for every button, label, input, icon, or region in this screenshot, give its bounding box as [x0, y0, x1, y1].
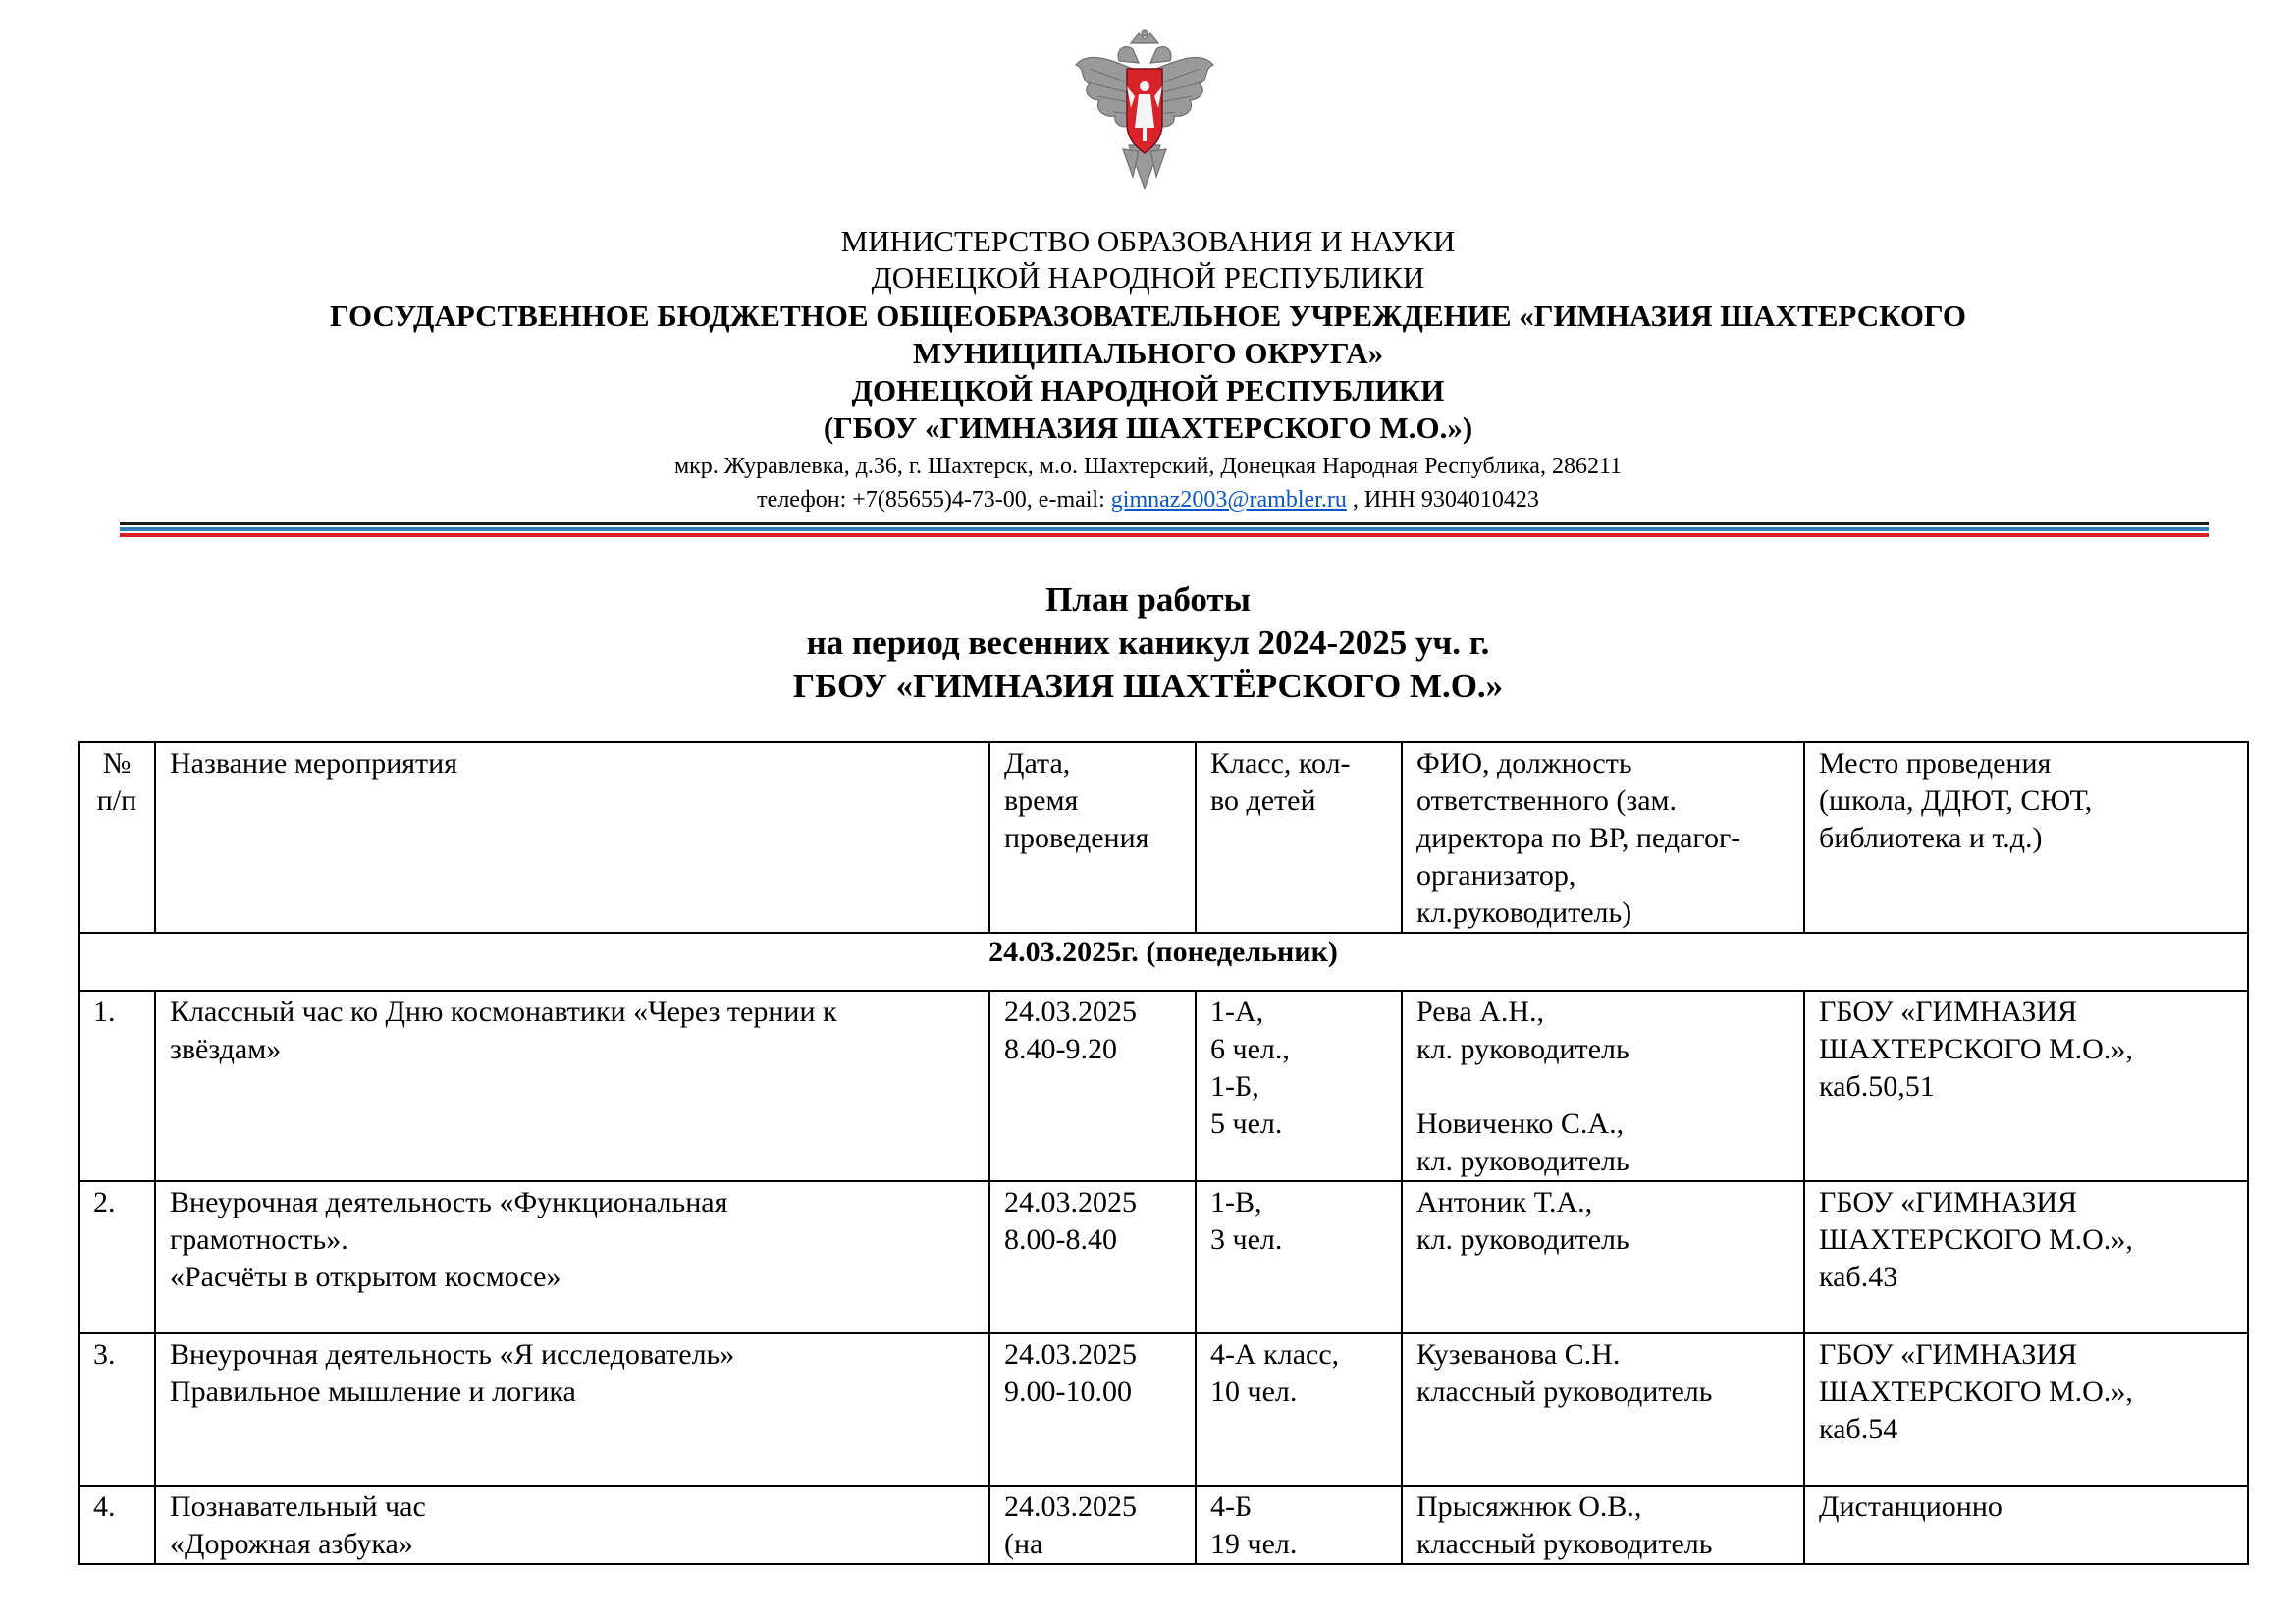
plan-title-line-2: на период весенних каникул 2024-2025 уч. г.	[806, 623, 1490, 662]
plan-title-line-1: План работы	[1045, 580, 1251, 619]
event-place: ГБОУ «ГИМНАЗИЯ ШАХТЕРСКОГО М.О.», каб.43	[1804, 1181, 2248, 1333]
event-responsible: Кузеванова С.Н. классный руководитель	[1402, 1333, 1804, 1486]
table-header-row	[79, 742, 2248, 933]
row-number: 4.	[79, 1486, 155, 1564]
table-row	[79, 1333, 2248, 1486]
table-row	[79, 1181, 2248, 1333]
plan-title-line-3: ГБОУ «ГИМНАЗИЯ ШАХТЁРСКОГО М.О.»	[792, 667, 1504, 705]
school-name	[0, 298, 2296, 447]
school-line-2: МУНИЦИПАЛЬНОГО ОКРУГА»	[912, 336, 1384, 370]
row-number: 3.	[79, 1333, 155, 1486]
header-divider-stripe-red	[120, 533, 2209, 537]
coat-of-arms-icon	[1070, 29, 1219, 191]
event-name: Внеурочная деятельность «Я исследователь» Правильное мышление и логика	[155, 1333, 989, 1486]
header-divider-stripe-dark	[120, 522, 2209, 525]
event-date: 24.03.2025 (на	[989, 1486, 1196, 1564]
column-header-number: № п/п	[79, 742, 155, 933]
school-line-1: ГОСУДАРСТВЕННОЕ БЮДЖЕТНОЕ ОБЩЕОБРАЗОВАТЕЛЬНОЕ УЧРЕЖДЕНИЕ «ГИМНАЗИЯ ШАХТЕРСКОГО	[330, 298, 1966, 333]
phone-text: телефон: +7(85655)4-73-00, e-mail:	[757, 487, 1111, 513]
event-name: Познавательный час «Дорожная азбука»	[155, 1486, 989, 1564]
ministry-line-2: ДОНЕЦКОЙ НАРОДНОЙ РЕСПУБЛИКИ	[871, 260, 1425, 295]
event-class: 1-А, 6 чел., 1-Б, 5 чел.	[1196, 991, 1402, 1181]
ministry-name	[0, 223, 2296, 296]
responsible-person-1: Рева А.Н., кл. руководитель	[1416, 996, 1629, 1065]
event-responsible: Прысяжнюк О.В., классный руководитель	[1402, 1486, 1804, 1564]
school-address: мкр. Журавлевка, д.36, г. Шахтерск, м.о. Шахтерский, Донецкая Народная Республика, 286211	[673, 454, 1623, 479]
event-date: 24.03.2025 9.00-10.00	[989, 1333, 1196, 1486]
ministry-line-1: МИНИСТЕРСТВО ОБРАЗОВАНИЯ И НАУКИ	[840, 224, 1456, 258]
header-divider-stripe-blue	[120, 527, 2209, 531]
responsible-person-2: Новиченко С.А., кл. руководитель	[1416, 1108, 1629, 1177]
school-line-3: ДОНЕЦКОЙ НАРОДНОЙ РЕСПУБЛИКИ	[851, 373, 1445, 407]
column-header-responsible: ФИО, должность ответственного (зам. директора по ВР, педагог- организатор, кл.руководитель)	[1402, 742, 1804, 933]
column-header-event: Название мероприятия	[155, 742, 989, 933]
table-row	[79, 991, 2248, 1181]
email-link[interactable]: gimnaz2003@rambler.ru	[1110, 487, 1347, 513]
column-header-date: Дата, время проведения	[989, 742, 1196, 933]
event-place: ГБОУ «ГИМНАЗИЯ ШАХТЕРСКОГО М.О.», каб.54	[1804, 1333, 2248, 1486]
school-phone-line	[0, 483, 2296, 516]
inn-text: , ИНН 9304010423	[1346, 487, 1539, 513]
plan-title	[0, 578, 2296, 708]
event-responsible	[1402, 991, 1804, 1181]
event-class: 1-В, 3 чел.	[1196, 1181, 1402, 1333]
table-row	[79, 1486, 2248, 1564]
events-table	[78, 741, 2249, 1565]
event-class: 4-Б 19 чел.	[1196, 1486, 1402, 1564]
day-heading-row	[79, 933, 2248, 991]
event-name: Классный час ко Дню космонавтики «Через тернии к звёздам»	[155, 991, 989, 1181]
column-header-place: Место проведения (школа, ДДЮТ, СЮТ, библиотека и т.д.)	[1804, 742, 2248, 933]
row-number: 1.	[79, 991, 155, 1181]
event-date: 24.03.2025 8.40-9.20	[989, 991, 1196, 1181]
school-contacts	[0, 450, 2296, 516]
row-number: 2.	[79, 1181, 155, 1333]
column-header-class: Класс, кол- во детей	[1196, 742, 1402, 933]
school-short-name: (ГБОУ «ГИМНАЗИЯ ШАХТЕРСКОГО М.О.»)	[823, 410, 1473, 445]
day-heading: 24.03.2025г. (понедельник)	[79, 933, 2248, 991]
event-place: Дистанционно	[1804, 1486, 2248, 1564]
event-date: 24.03.2025 8.00-8.40	[989, 1181, 1196, 1333]
event-place: ГБОУ «ГИМНАЗИЯ ШАХТЕРСКОГО М.О.», каб.50,51	[1804, 991, 2248, 1181]
event-responsible: Антоник Т.А., кл. руководитель	[1402, 1181, 1804, 1333]
event-class: 4-А класс, 10 чел.	[1196, 1333, 1402, 1486]
event-name: Внеурочная деятельность «Функциональная грамотность». «Расчёты в открытом космосе»	[155, 1181, 989, 1333]
